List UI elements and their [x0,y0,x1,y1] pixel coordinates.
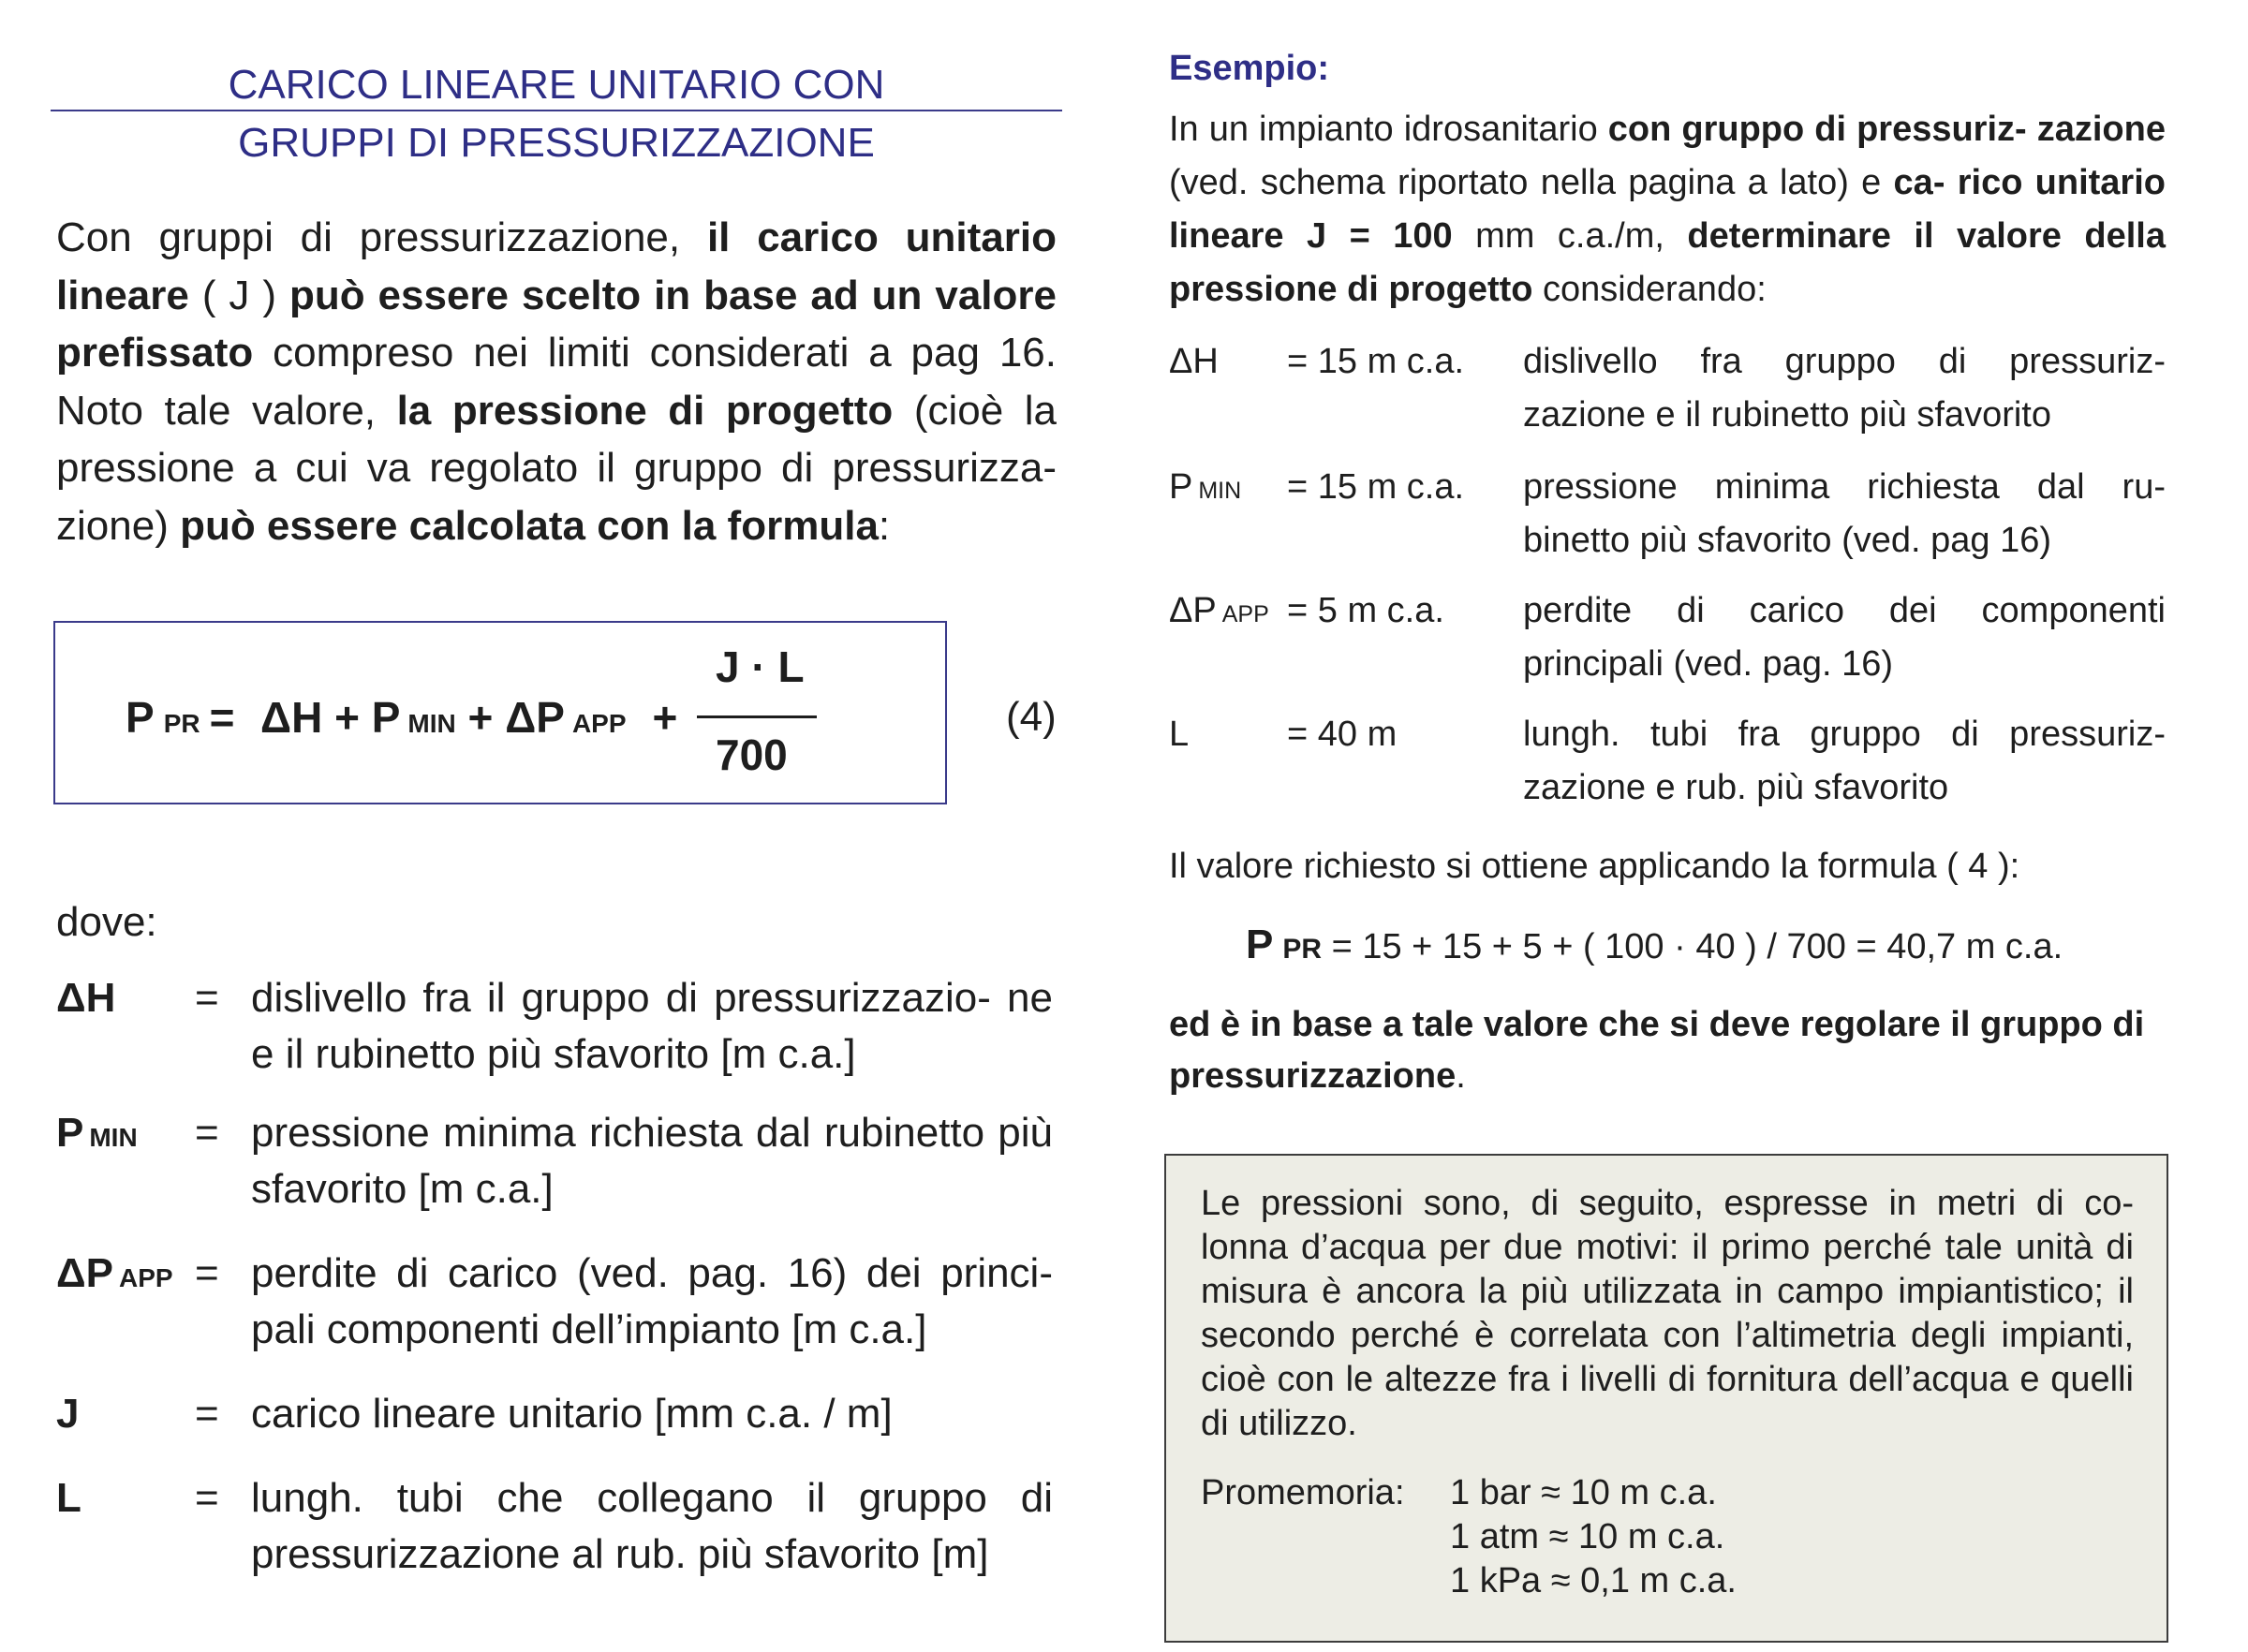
equation-number: (4) [1006,694,1057,740]
param-description: lungh. tubi fra gruppo di pressuriz- zazione e rub. più sfavorito [1523,715,2166,807]
conversion-item: 1 kPa ≈ 0,1 m c.a. [1450,1561,1737,1600]
param-value: = 15 m c.a. [1287,342,1465,381]
param-value: = 15 m c.a. [1287,467,1465,507]
legend-equals: = [195,1110,219,1156]
example-title: Esempio: [1169,49,1330,88]
legend-heading: dove: [56,899,157,945]
section-title-line2: GRUPPI DI PRESSURIZZAZIONE [238,120,875,166]
legend-equals: = [195,975,219,1021]
conversion-item: 1 bar ≈ 10 m c.a. [1450,1473,1717,1512]
example-paragraph: In un impianto idrosanitario con gruppo di pressuriz- zazione (ved. schema riportato nella pagina a lato) e ca- rico unitario lineare J = 100 mm c.a./m, determinare il valore della pressione di progetto considerando: [1169,110,2166,309]
formula-lhs: PPR = [126,693,235,742]
param-value: = 40 m [1287,715,1398,754]
result-intro: Il valore richiesto si ottiene applicando la formula ( 4 ): [1169,847,2020,886]
param-description: pressione minima richiesta dal ru- binetto più sfavorito (ved. pag 16) [1523,467,2166,560]
legend-description: dislivello fra il gruppo di pressurizzazio- ne e il rubinetto più sfavorito [m c.a.] [251,975,1053,1077]
legend-symbol: J [56,1391,80,1437]
formula-numerator: J · L [716,642,805,691]
param-description: perdite di carico dei componenti principali (ved. pag. 16) [1523,591,2166,684]
legend-symbol: L [56,1475,81,1521]
legend-symbol: ΔH [56,975,116,1021]
formula-denominator: 700 [716,730,788,779]
legend-equals: = [195,1391,219,1437]
param-symbol: ΔH [1169,342,1219,381]
legend-description: lungh. tubi che collegano il gruppo di pressurizzazione al rub. più sfavorito [m] [251,1475,1053,1577]
formula-rhs: ΔH + P MIN + ΔP APP + [260,693,678,742]
conversion-item: 1 atm ≈ 10 m c.a. [1450,1517,1725,1556]
promemoria-label: Promemoria: [1201,1473,1405,1512]
param-symbol: PMIN [1169,467,1242,507]
note-text: Le pressioni sono, di seguito, espresse in metri di co- lonna d’acqua per due motivi: il primo perché tale unità di misura è ancora la più utilizzata in campo impiantistico; il secondo perché è correlata con l’altimetria degli impianti, cioè con le altezze fra i livelli di fornitura dell’acqua e quelli di utilizzo. [1201,1184,2134,1443]
legend-description: pressione minima richiesta dal rubinetto più sfavorito [m c.a.] [251,1110,1053,1212]
legend-symbol: ΔP APP [56,1250,173,1296]
section-title-line1: CARICO LINEARE UNITARIO CON [228,62,885,108]
legend-equals: = [195,1475,219,1521]
fraction-bar [697,715,817,718]
calculation: P PR = 15 + 15 + 5 + ( 100 · 40 ) / 700 = 40,7 m c.a. [1246,922,2063,967]
legend-equals: = [195,1250,219,1296]
intro-paragraph: Con gruppi di pressurizzazione, il carico unitario lineare ( J ) può essere scelto in base ad un valore prefissato compreso nei limiti considerati a pag 16. Noto tale valore, la pressione di progetto (cioè la pressione a cui va regolato il gruppo di pressurizza- zione) può essere calcolata con la formula: [56,214,1057,549]
conclusion: ed è in base a tale valore che si deve regolare il gruppo di pressurizzazione. [1169,1005,2145,1096]
param-value: = 5 m c.a. [1287,591,1444,630]
param-description: dislivello fra gruppo di pressuriz- zazione e il rubinetto più sfavorito [1523,342,2166,435]
legend-description: perdite di carico (ved. pag. 16) dei princi- pali componenti dell’impianto [m c.a.] [251,1250,1053,1352]
param-symbol: L [1169,715,1190,754]
title-divider [51,110,1062,111]
param-symbol: ΔP APP [1169,591,1269,630]
legend-description: carico lineare unitario [mm c.a. / m] [251,1391,893,1437]
legend-symbol: PMIN [56,1110,138,1156]
